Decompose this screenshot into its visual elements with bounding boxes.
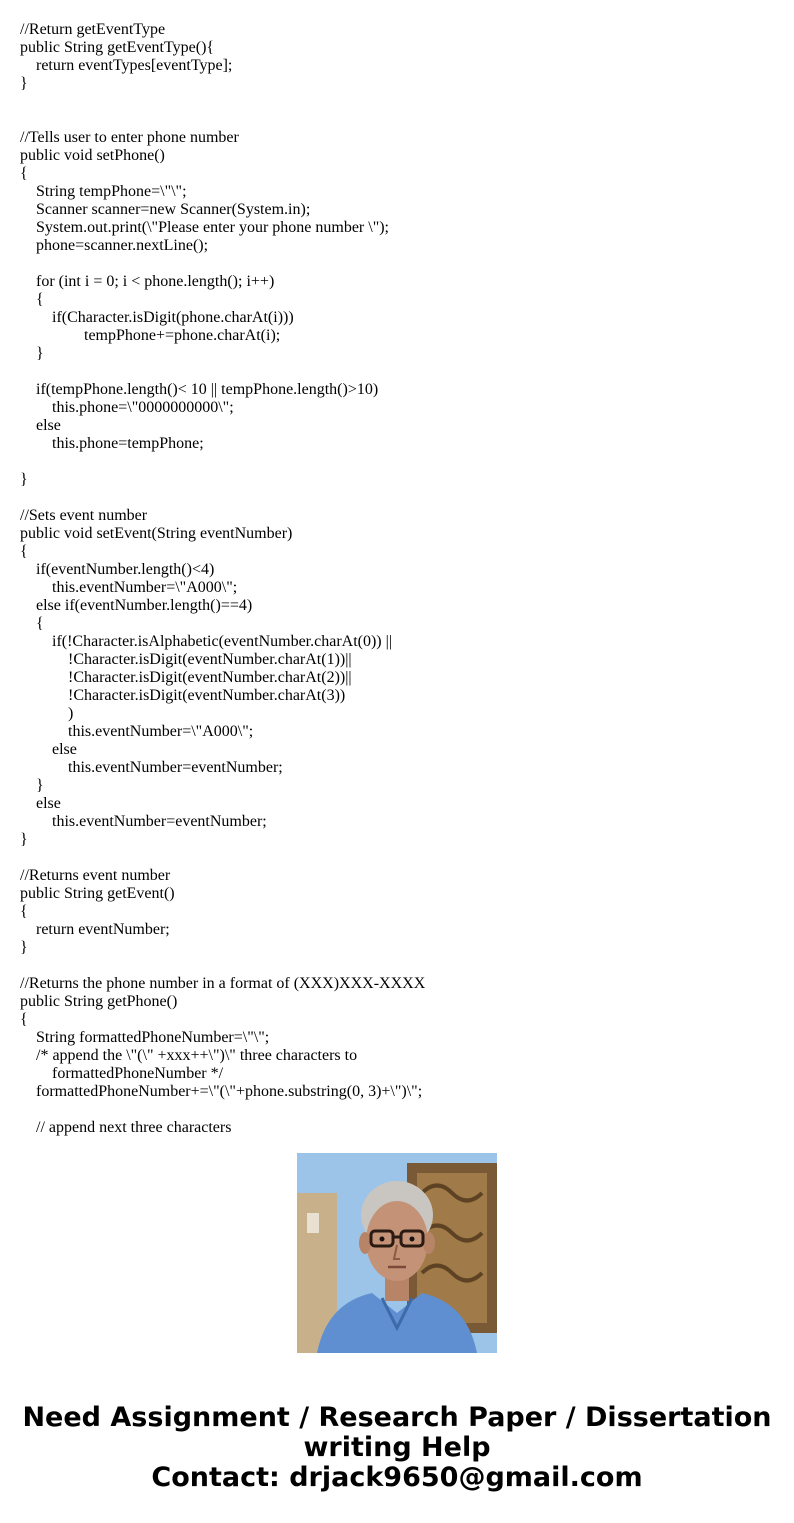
code-line: //Sets event number bbox=[20, 507, 148, 524]
code-line: //Returns the phone number in a format of (XXX)XXX-XXXX bbox=[20, 975, 426, 992]
code-line: /* append the \"(\" +xxx++\")\" three characters to bbox=[20, 1047, 358, 1064]
person-photo-icon bbox=[297, 1153, 497, 1353]
code-line bbox=[20, 363, 760, 381]
code-line: phone=scanner.nextLine(); bbox=[20, 237, 209, 254]
code-line: String tempPhone=\"\"; bbox=[20, 183, 187, 200]
code-line: return eventNumber; bbox=[20, 921, 170, 938]
code-line: if(Character.isDigit(phone.charAt(i))) bbox=[20, 309, 294, 326]
code-line: tempPhone+=phone.charAt(i); bbox=[20, 327, 281, 344]
code-line: } bbox=[20, 471, 28, 488]
code-line: } bbox=[20, 345, 44, 362]
footer-line-2: writing Help bbox=[303, 1432, 491, 1463]
code-line: } bbox=[20, 75, 28, 92]
code-line bbox=[20, 489, 760, 507]
code-line: if(tempPhone.length()< 10 || tempPhone.length()>10) bbox=[20, 381, 379, 398]
code-line: if(!Character.isAlphabetic(eventNumber.charAt(0)) || bbox=[20, 633, 393, 650]
footer-contact-line: Contact: drjack9650@gmail.com bbox=[151, 1462, 643, 1493]
code-listing bbox=[20, 21, 760, 1136]
code-line: { bbox=[20, 1011, 28, 1028]
code-line: //Return getEventType bbox=[20, 21, 166, 38]
code-line: { bbox=[20, 615, 44, 632]
code-line: ) bbox=[20, 705, 74, 722]
code-line: public String getEvent() bbox=[20, 885, 175, 902]
code-line: } bbox=[20, 831, 28, 848]
code-line: formattedPhoneNumber+=\"(\"+phone.substring(0, 3)+\")\"; bbox=[20, 1083, 423, 1100]
code-line: !Character.isDigit(eventNumber.charAt(1))|| bbox=[20, 651, 352, 668]
code-line: // append next three characters bbox=[20, 1119, 232, 1136]
code-line bbox=[20, 849, 760, 867]
code-line: public String getEventType(){ bbox=[20, 39, 215, 56]
code-line: return eventTypes[eventType]; bbox=[20, 57, 233, 74]
code-line: else bbox=[20, 741, 77, 758]
code-line: public void setEvent(String eventNumber) bbox=[20, 525, 293, 542]
code-line: this.eventNumber=\"A000\"; bbox=[20, 579, 238, 596]
code-line: System.out.print(\"Please enter your phone number \"); bbox=[20, 219, 389, 236]
code-line: this.phone=\"0000000000\"; bbox=[20, 399, 234, 416]
code-line: { bbox=[20, 543, 28, 560]
code-line: else bbox=[20, 417, 61, 434]
code-line bbox=[20, 453, 760, 471]
code-line: !Character.isDigit(eventNumber.charAt(3)) bbox=[20, 687, 346, 704]
code-line: public String getPhone() bbox=[20, 993, 178, 1010]
code-line: else bbox=[20, 795, 61, 812]
code-line: { bbox=[20, 165, 28, 182]
code-line: } bbox=[20, 777, 44, 794]
code-line: !Character.isDigit(eventNumber.charAt(2))|| bbox=[20, 669, 352, 686]
code-line: { bbox=[20, 903, 28, 920]
code-line bbox=[20, 93, 760, 111]
author-avatar bbox=[297, 1153, 497, 1353]
code-line: { bbox=[20, 291, 44, 308]
code-line: else if(eventNumber.length()==4) bbox=[20, 597, 253, 614]
code-line: public void setPhone() bbox=[20, 147, 165, 164]
code-line: Scanner scanner=new Scanner(System.in); bbox=[20, 201, 311, 218]
code-line: formattedPhoneNumber */ bbox=[20, 1065, 224, 1082]
code-line: //Returns event number bbox=[20, 867, 171, 884]
footer-line-1: Need Assignment / Research Paper / Dissertation bbox=[22, 1402, 772, 1433]
code-line: this.eventNumber=\"A000\"; bbox=[20, 723, 254, 740]
code-line bbox=[20, 111, 760, 129]
code-line bbox=[20, 255, 760, 273]
code-line: this.eventNumber=eventNumber; bbox=[20, 813, 267, 830]
contact-banner bbox=[0, 1403, 794, 1493]
code-line: for (int i = 0; i < phone.length(); i++) bbox=[20, 273, 275, 290]
code-line bbox=[20, 1101, 760, 1119]
code-line: this.eventNumber=eventNumber; bbox=[20, 759, 283, 776]
code-line: String formattedPhoneNumber=\"\"; bbox=[20, 1029, 270, 1046]
code-line: //Tells user to enter phone number bbox=[20, 129, 239, 146]
code-line: if(eventNumber.length()<4) bbox=[20, 561, 215, 578]
code-line: } bbox=[20, 939, 28, 956]
code-line bbox=[20, 957, 760, 975]
code-line: this.phone=tempPhone; bbox=[20, 435, 204, 452]
